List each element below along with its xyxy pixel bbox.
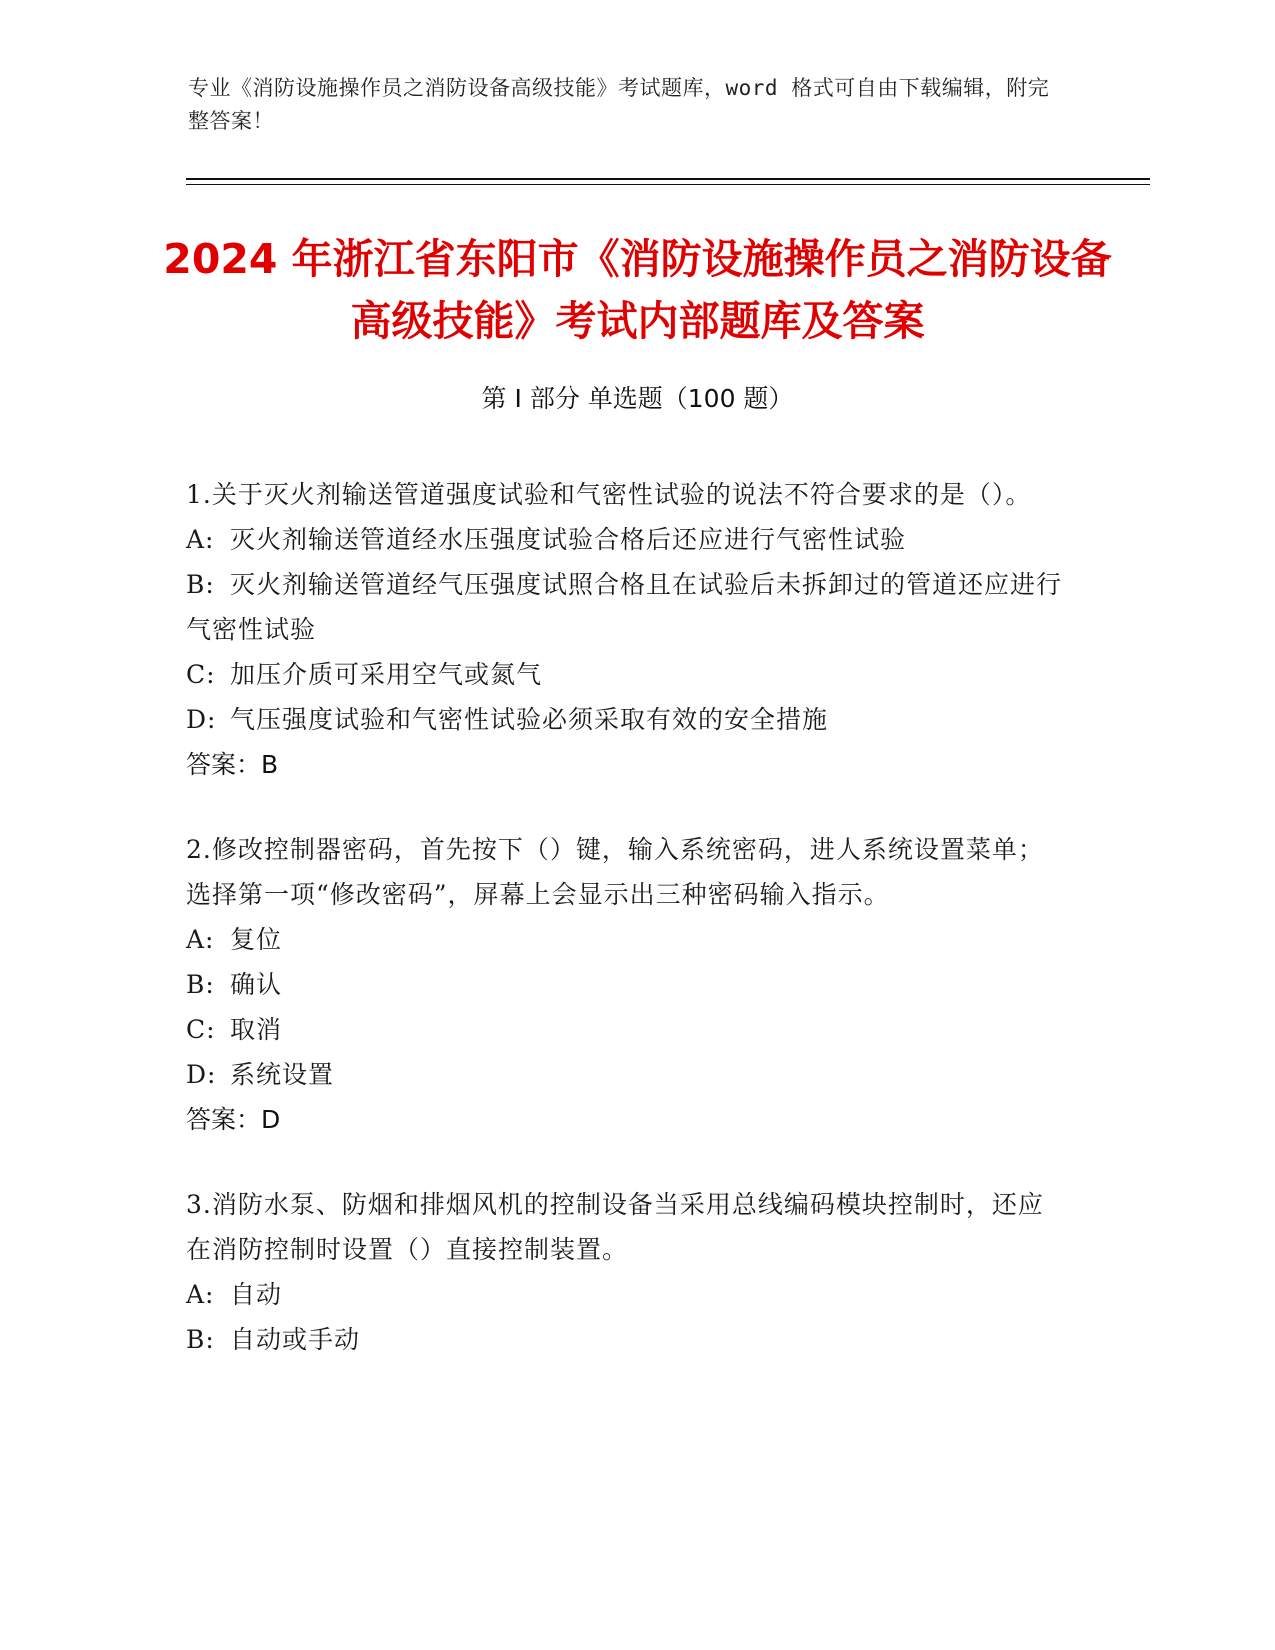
answer-line xyxy=(186,1097,1066,1142)
option-letter: C: xyxy=(186,1015,216,1044)
question-stem: 3.消防水泵、防烟和排烟风机的控制设备当采用总线编码模块控制时，还应在消防控制时设置（）直接控制装置。 xyxy=(186,1190,1044,1264)
option-b xyxy=(186,562,1066,652)
option-a xyxy=(186,917,1066,962)
header-rule-thin xyxy=(186,184,1150,185)
option-letter: B: xyxy=(186,1325,215,1354)
question-list xyxy=(186,472,1066,1402)
option-text: 系统设置 xyxy=(230,1060,335,1089)
option-b xyxy=(186,1317,1066,1362)
option-text: 确认 xyxy=(230,970,283,999)
option-letter: A: xyxy=(186,925,215,954)
option-letter: B: xyxy=(186,570,215,599)
option-letter: C: xyxy=(186,660,216,689)
option-text: 灭火剂输送管道经气压强度试照合格且在试验后未拆卸过的管道还应进行气密性试验 xyxy=(186,570,1063,644)
question-stem: 2.修改控制器密码，首先按下（）键，输入系统密码，进人系统设置菜单；选择第一项“修改密码”，屏幕上会显示出三种密码输入指示。 xyxy=(186,835,1044,909)
option-a xyxy=(186,517,1066,562)
option-letter: D: xyxy=(186,1060,217,1089)
option-letter: A: xyxy=(186,525,215,554)
option-text: 自动 xyxy=(230,1280,283,1309)
option-text: 自动或手动 xyxy=(230,1325,361,1354)
option-d xyxy=(186,697,1066,742)
option-c xyxy=(186,1007,1066,1052)
option-text: 灭火剂输送管道经水压强度试验合格后还应进行气密性试验 xyxy=(230,525,907,554)
option-c xyxy=(186,652,1066,697)
option-letter: B: xyxy=(186,970,215,999)
option-letter: D: xyxy=(186,705,217,734)
question-2 xyxy=(186,827,1066,1142)
option-b xyxy=(186,962,1066,1007)
option-a xyxy=(186,1272,1066,1317)
section-heading: 第 I 部分 单选题（100 题） xyxy=(481,384,794,413)
header-note: 专业《消防设施操作员之消防设备高级技能》考试题库，word 格式可自由下载编辑，附完整答案！ xyxy=(188,76,1050,133)
answer-line xyxy=(186,742,1066,787)
option-text: 加压介质可采用空气或氮气 xyxy=(230,660,543,689)
option-letter: A: xyxy=(186,1280,215,1309)
answer-prefix: 答案： xyxy=(186,1105,262,1134)
answer-prefix: 答案： xyxy=(186,750,262,779)
question-stem: 1.关于灭火剂输送管道强度试验和气密性试验的说法不符合要求的是（）。 xyxy=(186,480,1032,509)
header-rule-thick xyxy=(186,178,1150,180)
document-title: 2024 年浙江省东阳市《消防设施操作员之消防设备高级技能》考试内部题库及答案 xyxy=(163,235,1112,345)
question-1 xyxy=(186,472,1066,787)
question-3 xyxy=(186,1182,1066,1362)
option-d xyxy=(186,1052,1066,1097)
answer-value: B xyxy=(261,750,279,779)
option-text: 气压强度试验和气密性试验必须采取有效的安全措施 xyxy=(230,705,829,734)
option-text: 复位 xyxy=(230,925,283,954)
option-text: 取消 xyxy=(230,1015,283,1044)
answer-value: D xyxy=(261,1105,281,1134)
